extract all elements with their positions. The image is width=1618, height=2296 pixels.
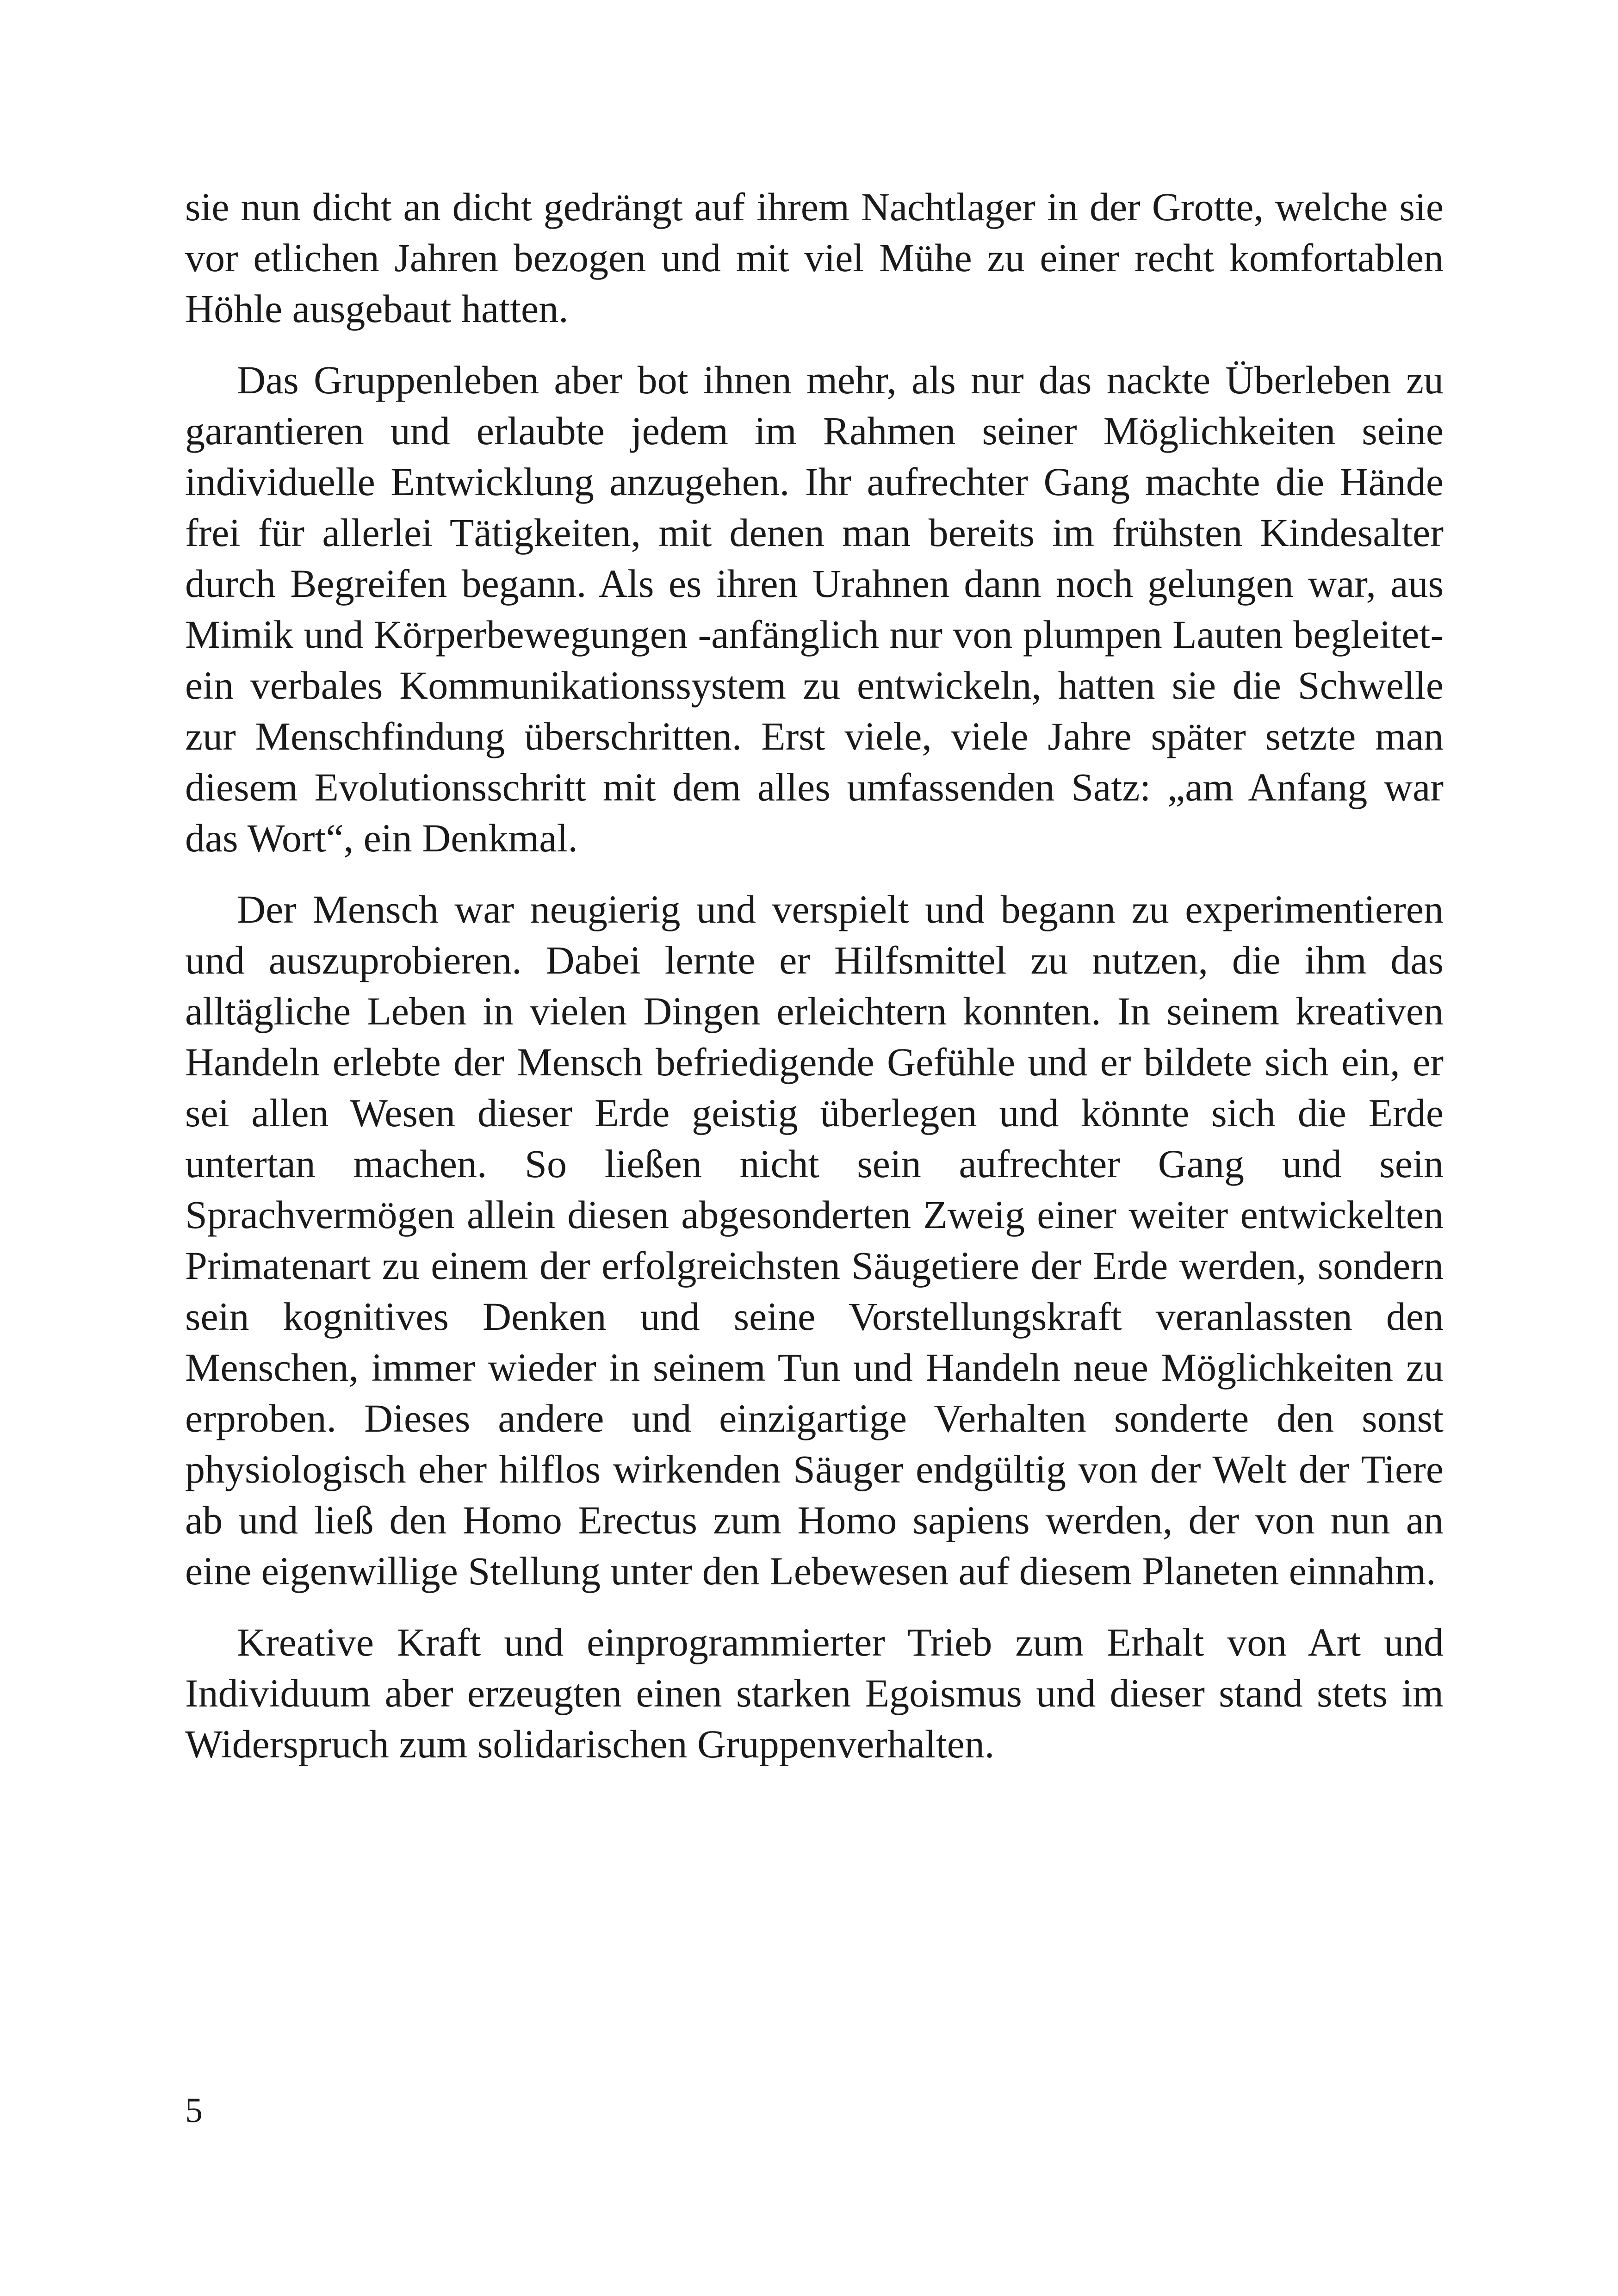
paragraph-4: Kreative Kraft und einprogrammierter Trieb zum Erhalt von Art und Individuum aber erzeugten einen starken Egoismus und dieser stand stets im Widerspruch zum solidarischen Gruppenverhalten. [185,1620,1444,1766]
paragraph-2: Das Gruppenleben aber bot ihnen mehr, als nur das nackte Überleben zu garantieren und erlaubte jedem im Rahmen seiner Möglichkeiten seine individuelle Entwicklung anzugehen. Ihr aufrechter Gang machte die Hände frei für allerlei Tätigkeiten, mit denen man bereits im frühsten Kindesalter durch Begreifen begann. Als es ihren Urahnen dann noch gelungen war, aus Mimik und Körperbewegungen -anfänglich nur von plumpen Lauten begleitet- ein verbales Kommunikationssystem zu entwickeln, hatten sie die Schwelle zur Menschfindung überschritten. Erst viele, viele Jahre später setzte man diesem Evolutionsschritt mit dem alles umfassenden Satz: „am Anfang war das Wort“, ein Denkmal. [185,358,1444,860]
page-number: 5 [185,2091,203,2130]
paragraph-1: sie nun dicht an dicht gedrängt auf ihrem Nachtlager in der Grotte, welche sie vor etlichen Jahren bezogen und mit viel Mühe zu einer recht komfortablen Höhle ausgebaut hatten. [185,185,1444,331]
body-text [185,181,1444,1790]
paragraph-3: Der Mensch war neugierig und verspielt und begann zu experimentieren und auszuprobieren. Dabei lernte er Hilfsmittel zu nutzen, die ihm das alltägliche Leben in vielen Dingen erleichtern konnten. In seinem kreativen Handeln erlebte der Mensch befriedigende Gefühle und er bildete sich ein, er sei allen Wesen dieser Erde geistig überlegen und könnte sich die Erde untertan machen. So ließen nicht sein aufrechter Gang und sein Sprachvermögen allein diesen abgesonderten Zweig einer weiter entwickelten Primatenart zu einem der erfolgreichsten Säugetiere der Erde werden, sondern sein kognitives Denken und seine Vorstellungskraft veranlassten den Menschen, immer wieder in seinem Tun und Handeln neue Möglichkeiten zu erproben. Dieses andere und einzigartige Verhalten sonderte den sonst physiologisch eher hilflos wirkenden Säuger endgültig von der Welt der Tiere ab und ließ den Homo Erectus zum Homo sapiens werden, der von nun an eine eigenwillige Stellung unter den Lebewesen auf diesem Planeten einnahm. [185,887,1444,1593]
